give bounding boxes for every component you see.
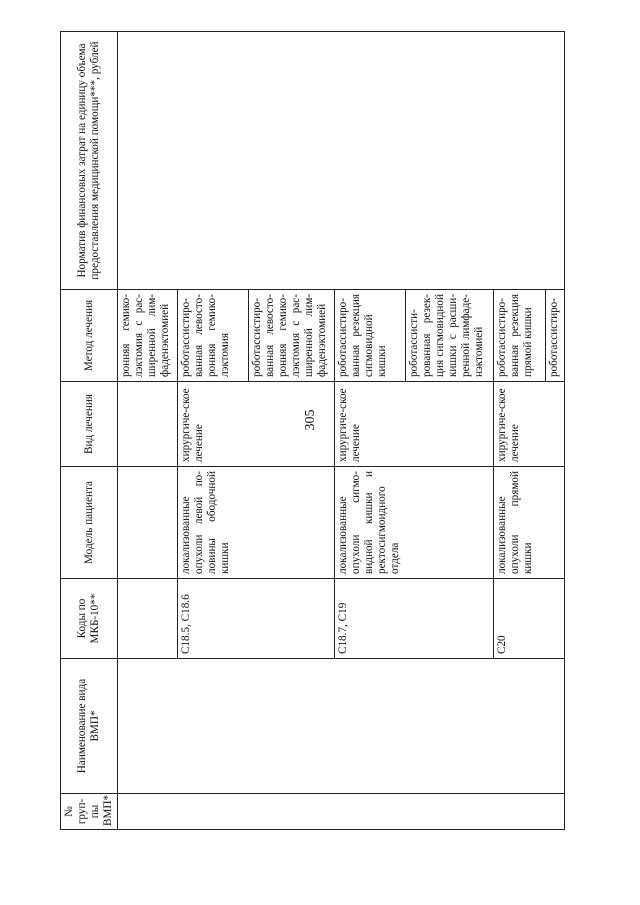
table-row (118, 32, 178, 830)
page-number: 305 (303, 409, 318, 431)
model-cell: локализованные опухоли левой по-ловины ободочной кишки (177, 467, 335, 579)
icd-cell (118, 579, 178, 659)
header-treatment-method: Метод лечения (61, 290, 118, 382)
rotated-table-wrapper (60, 32, 565, 830)
rotated-sheet (60, 32, 565, 830)
method-cell: роботассистиро- (546, 290, 565, 382)
vmp-name-cell (118, 659, 565, 794)
group-no-cell (118, 794, 565, 830)
cost-norm-cell (118, 32, 565, 290)
icd-cell: C18.5, C18.6 (177, 579, 335, 659)
vmp-table (60, 31, 565, 830)
method-cell: роботассистиро-ванная резекция прямой кишки (493, 290, 545, 382)
method-cell: роботассисти-рованная резек-ция сигмовидной кишки с расши-ренной лимфаде-нэктомией (406, 290, 494, 382)
method-cell: ронняя гемико-лэктомия с рас-ширенной лим-фаденэктомией (118, 290, 178, 382)
icd-cell: C18.7, C19 (335, 579, 494, 659)
header-vmp-name: Наименование вида ВМП* (61, 659, 118, 794)
header-cost-norm: Норматив финансовых затрат на единицу объема предоставления медицинской помощи***, рублей (61, 32, 118, 290)
header-treatment-type: Вид лечения (61, 382, 118, 467)
table-header-row (61, 32, 118, 830)
method-cell: роботассистиро-ванная левосто-ронняя гемико-лэктомия с рас-ширенной лим-фаденэктомией (248, 290, 335, 382)
type-cell: хирургиче-ское лечение (177, 382, 335, 467)
model-cell: локализованные опухоли сигмо-видной кишки и ректосигмоидного отдела (335, 467, 494, 579)
type-cell: хирургиче-ское лечение (493, 382, 564, 467)
header-group-no: № груп-пы ВМП* (61, 794, 118, 830)
type-cell: хирургиче-ское лечение (335, 382, 494, 467)
method-cell: роботассистиро-ванная левосто-ронняя гемико-лэктомия (177, 290, 248, 382)
method-cell: роботассистиро-ванная резекция сигмовидной кишки (335, 290, 406, 382)
model-cell: локализованные опухоли прямой кишки (493, 467, 564, 579)
header-icd-codes: Коды по МКБ-10** (61, 579, 118, 659)
header-patient-model: Модель пациента (61, 467, 118, 579)
model-cell (118, 467, 178, 579)
icd-cell: C20 (493, 579, 564, 659)
type-cell (118, 382, 178, 467)
